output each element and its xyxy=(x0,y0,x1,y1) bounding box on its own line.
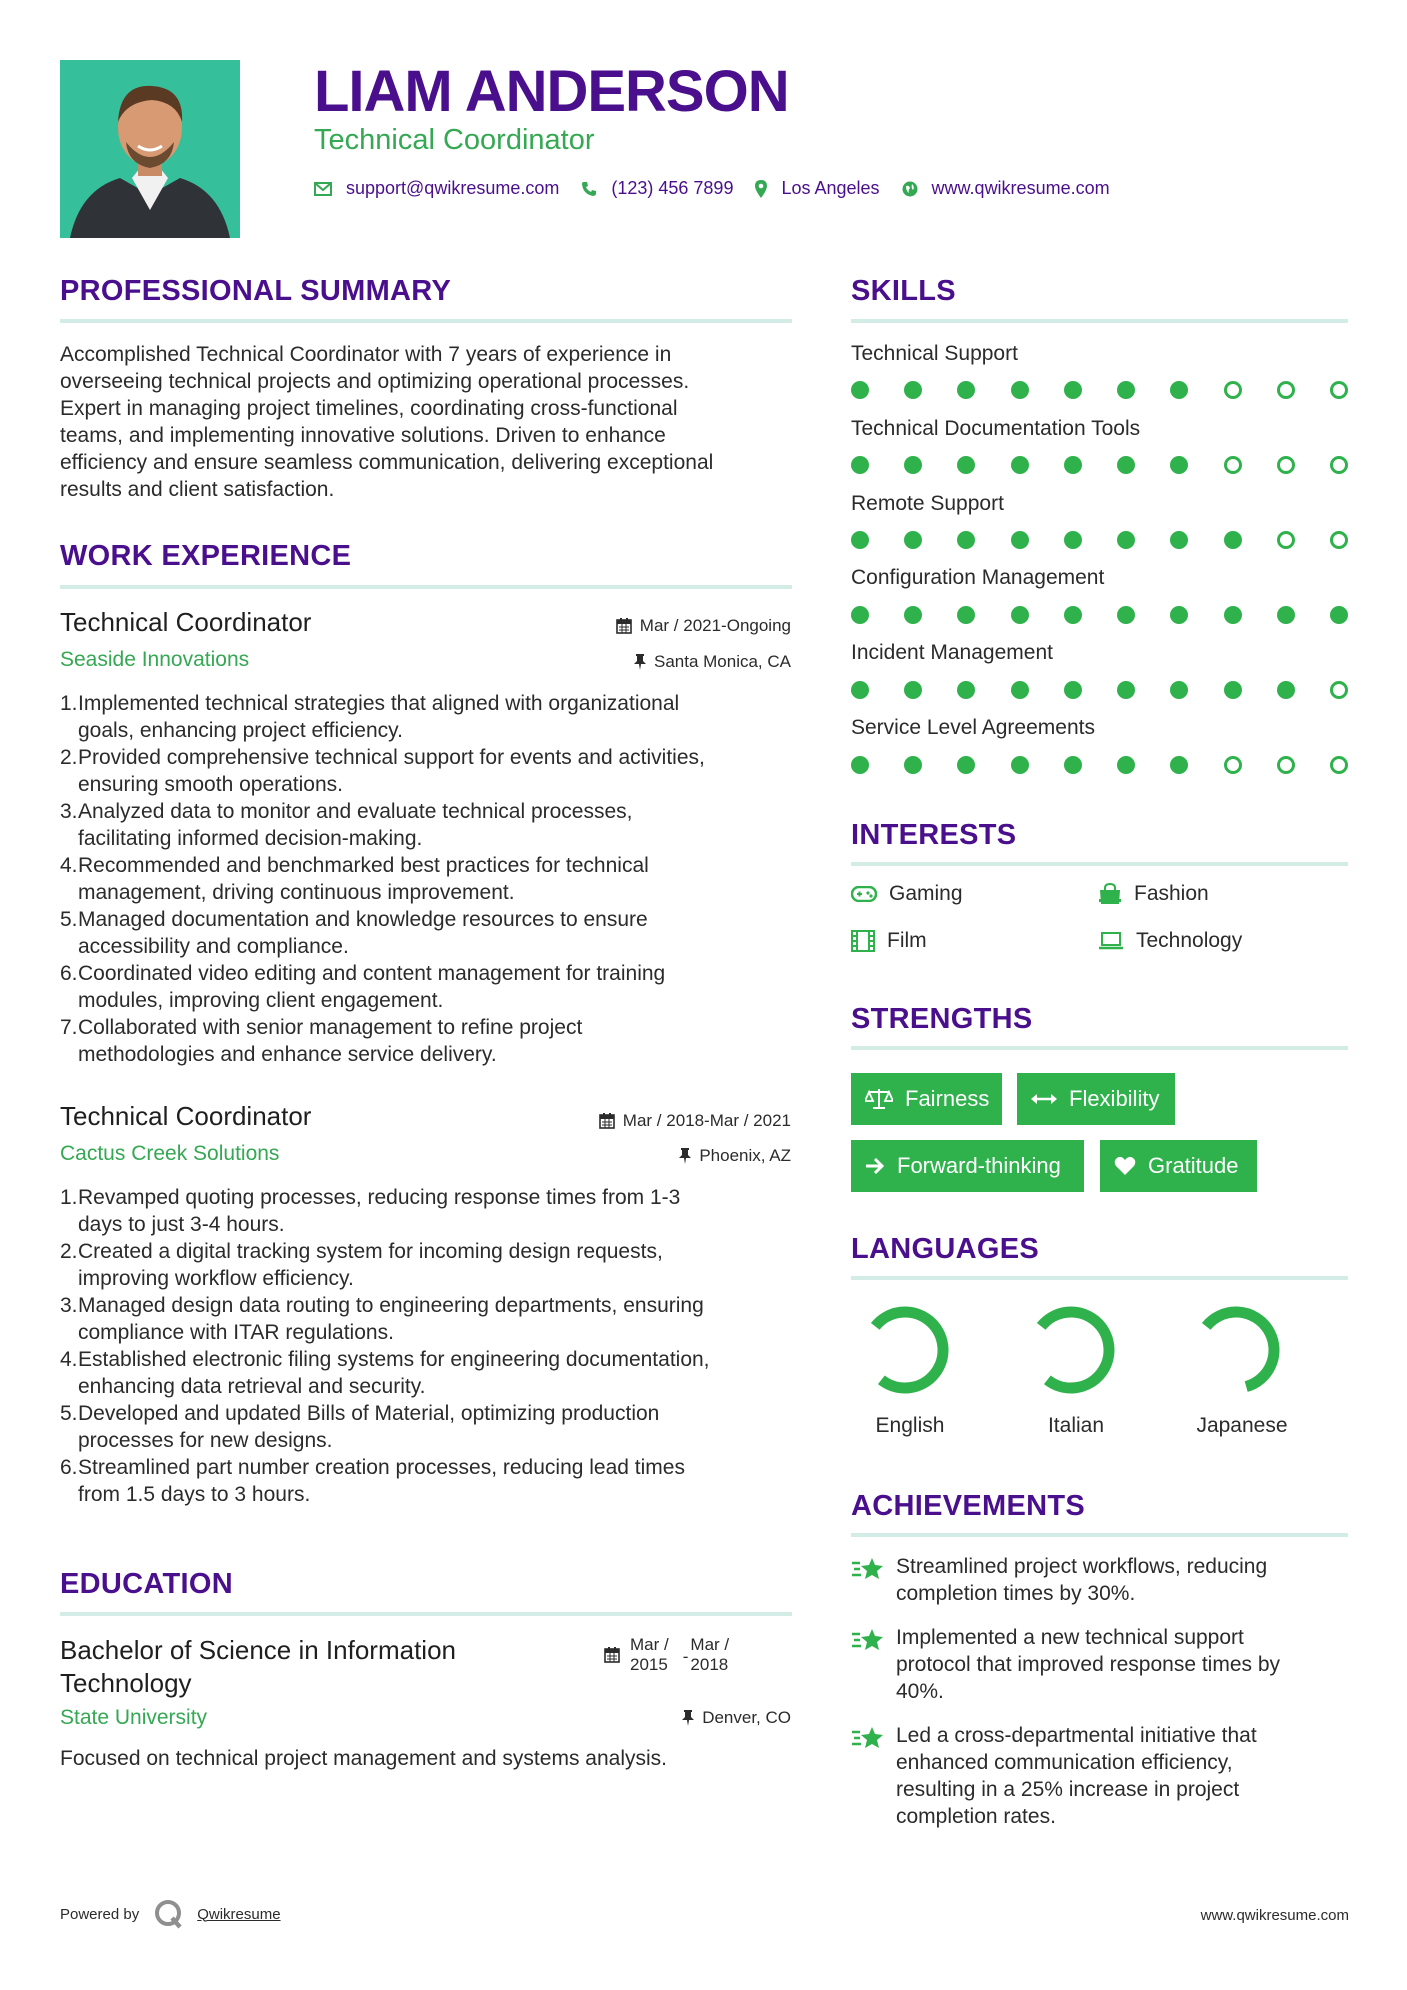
candidate-title: Technical Coordinator xyxy=(314,124,595,156)
job-bullets xyxy=(60,1184,800,1508)
skill-dot-filled xyxy=(1117,531,1135,549)
list-item: 2. Provided comprehensive technical support for events and activities, ensuring smooth operations. xyxy=(60,746,705,796)
summary-text xyxy=(60,341,820,503)
achievement-item xyxy=(851,1624,1351,1714)
skill-dot-filled xyxy=(1117,381,1135,399)
language-name: English xyxy=(875,1414,945,1437)
skill-dot-filled xyxy=(1224,606,1242,624)
interest-item xyxy=(851,882,963,906)
job-location-text: Phoenix, AZ xyxy=(699,1146,791,1165)
skill-rating xyxy=(851,680,1348,700)
job-location-text: Santa Monica, CA xyxy=(653,652,791,671)
skill-dot-filled xyxy=(1117,606,1135,624)
website-text: www.qwikresume.com xyxy=(931,178,1110,198)
skill-dot-filled xyxy=(1170,456,1188,474)
list-item: 4. Established electronic filing systems for engineering documentation, enhancing data retrieval and security. xyxy=(60,1348,710,1398)
skill-name: Remote Support xyxy=(851,492,1004,515)
skill-dot-empty xyxy=(1224,756,1242,774)
experience-divider xyxy=(60,585,792,589)
skill-dot-filled xyxy=(1170,381,1188,399)
skill-dot-empty xyxy=(1330,456,1348,474)
job-dates xyxy=(616,616,791,636)
education-heading: EDUCATION xyxy=(60,1568,233,1600)
balance-scale-icon xyxy=(865,1088,893,1110)
skill-dot-filled xyxy=(1117,456,1135,474)
interests-divider xyxy=(851,862,1348,866)
languages-heading: LANGUAGES xyxy=(851,1233,1039,1265)
degree-line: Technology xyxy=(60,1668,192,1698)
interest-label: Gaming xyxy=(889,882,963,905)
skill-dot-filled xyxy=(904,456,922,474)
list-item: 6. Coordinated video editing and content management for training modules, improving client engagement. xyxy=(60,962,666,1012)
skill-dot-empty xyxy=(1277,456,1295,474)
achievement-item xyxy=(851,1553,1351,1613)
pushpin-icon xyxy=(679,1148,691,1164)
skill-dot-filled xyxy=(1170,681,1188,699)
skill-rating xyxy=(851,455,1348,475)
summary-line: efficiency and ensure seamless communication, delivering exceptional xyxy=(60,451,714,474)
job-dates-text: Mar / 2021-Ongoing xyxy=(639,616,791,635)
job-dates-text: Mar / 2018-Mar / 2021 xyxy=(622,1111,791,1130)
candidate-name: LIAM ANDERSON xyxy=(314,59,789,124)
language-name: Italian xyxy=(1047,1414,1105,1437)
language-level-ring xyxy=(1186,1300,1286,1400)
strengths-heading: STRENGTHS xyxy=(851,1003,1033,1035)
interest-item xyxy=(1098,882,1209,906)
profile-photo xyxy=(60,60,240,238)
skill-dot-empty xyxy=(1330,756,1348,774)
education-start: Mar / 2015 xyxy=(630,1635,669,1674)
footer-website[interactable]: www.qwikresume.com xyxy=(1200,1907,1349,1924)
skill-dot-filled xyxy=(957,606,975,624)
skill-name: Configuration Management xyxy=(851,566,1105,589)
skill-dot-filled xyxy=(851,531,869,549)
list-item: 4. Recommended and benchmarked best practices for technical management, driving continuous improvement. xyxy=(60,854,649,904)
skill-dot-filled xyxy=(851,606,869,624)
date-dash: - xyxy=(682,1647,689,1666)
strength-tag xyxy=(1100,1140,1257,1192)
skill-dot-empty xyxy=(1277,381,1295,399)
skill-dot-filled xyxy=(1011,681,1029,699)
list-item: 5. Managed documentation and knowledge resources to ensure accessibility and compliance. xyxy=(60,908,648,958)
star-award-icon xyxy=(851,1724,885,1752)
skill-dot-filled xyxy=(851,756,869,774)
film-icon xyxy=(851,930,875,952)
skill-dot-filled xyxy=(1064,606,1082,624)
skill-name: Incident Management xyxy=(851,641,1053,664)
skill-dot-filled xyxy=(904,756,922,774)
interests-heading: INTERESTS xyxy=(851,819,1017,851)
education-location xyxy=(682,1708,791,1728)
skill-dot-empty xyxy=(1224,456,1242,474)
list-item: 2. Created a digital tracking system for incoming design requests, improving workflow efficiency. xyxy=(60,1240,663,1290)
calendar-icon xyxy=(599,1113,615,1129)
job-title: Technical Coordinator xyxy=(60,1101,312,1131)
summary-line: overseeing technical projects and optimizing operational processes. xyxy=(60,370,690,393)
footer-powered-by xyxy=(60,1898,281,1930)
pushpin-icon xyxy=(634,654,646,670)
achievement-text: Led a cross-departmental initiative that enhanced communication efficiency, resulting in a 25% increase in project completion rates. xyxy=(896,1724,1257,1828)
skill-rating xyxy=(851,755,1348,775)
star-award-icon xyxy=(851,1626,885,1654)
skill-dot-filled xyxy=(1170,531,1188,549)
envelope-icon xyxy=(314,182,332,196)
powered-by-label: Powered by xyxy=(60,1905,140,1923)
skill-dot-filled xyxy=(957,381,975,399)
achievement-text: Implemented a new technical support protocol that improved response times by 40%. xyxy=(896,1626,1281,1703)
list-item: 7. Collaborated with senior management to refine project methodologies and enhance service delivery. xyxy=(60,1016,583,1066)
skill-dot-filled xyxy=(851,681,869,699)
summary-heading: PROFESSIONAL SUMMARY xyxy=(60,275,452,307)
list-item: 5. Developed and updated Bills of Material, optimizing production processes for new designs. xyxy=(60,1402,660,1452)
list-item: 1. Implemented technical strategies that aligned with organizational goals, enhancing project efficiency. xyxy=(60,692,680,742)
achievement-text: Streamlined project workflows, reducing completion times by 30%. xyxy=(896,1555,1268,1605)
skill-dot-filled xyxy=(1224,531,1242,549)
arrows-horizontal-icon xyxy=(1031,1092,1057,1106)
skill-dot-filled xyxy=(1064,531,1082,549)
skill-dot-filled xyxy=(904,606,922,624)
education-description: Focused on technical project management and systems analysis. xyxy=(60,1747,667,1770)
skill-dot-filled xyxy=(1170,756,1188,774)
interest-item xyxy=(851,929,927,953)
job-title: Technical Coordinator xyxy=(60,607,312,637)
pushpin-icon xyxy=(682,1710,694,1726)
skill-dot-filled xyxy=(1277,681,1295,699)
summary-divider xyxy=(60,319,792,323)
skill-dot-filled xyxy=(851,456,869,474)
degree-title xyxy=(60,1634,456,1700)
skill-dot-filled xyxy=(1011,381,1029,399)
achievement-item xyxy=(851,1722,1351,1837)
star-award-icon xyxy=(851,1555,885,1583)
calendar-icon xyxy=(604,1647,620,1663)
globe-icon xyxy=(902,181,918,197)
skill-dot-filled xyxy=(1117,756,1135,774)
summary-line: results and client satisfaction. xyxy=(60,478,335,501)
skill-dot-filled xyxy=(1011,531,1029,549)
skill-dot-filled xyxy=(1064,756,1082,774)
skill-dot-filled xyxy=(1064,456,1082,474)
list-item: 3. Analyzed data to monitor and evaluate technical processes, facilitating informed decision-making. xyxy=(60,800,633,850)
skill-rating xyxy=(851,530,1348,550)
skill-dot-filled xyxy=(1064,681,1082,699)
skill-dot-filled xyxy=(904,381,922,399)
summary-line: Expert in managing project timelines, coordinating cross-functional xyxy=(60,397,678,420)
job-bullets xyxy=(60,690,800,1068)
education-divider xyxy=(60,1612,792,1616)
qwikresume-logo-icon xyxy=(153,1898,185,1930)
strength-tag xyxy=(851,1140,1084,1192)
skill-dot-filled xyxy=(1117,681,1135,699)
list-item: 1. Revamped quoting processes, reducing response times from 1-3 days to just 3-4 hours. xyxy=(60,1186,681,1236)
language-level-ring xyxy=(855,1300,955,1400)
skill-rating xyxy=(851,380,1348,400)
skill-name: Technical Documentation Tools xyxy=(851,417,1141,440)
language-name: Japanese xyxy=(1196,1414,1288,1437)
strength-tag xyxy=(851,1073,1002,1125)
skill-dot-filled xyxy=(957,456,975,474)
interest-label: Fashion xyxy=(1134,882,1209,905)
skill-dot-empty xyxy=(1330,681,1348,699)
skill-dot-filled xyxy=(1011,756,1029,774)
skill-dot-filled xyxy=(1064,381,1082,399)
skill-dot-filled xyxy=(1170,606,1188,624)
strengths-divider xyxy=(851,1046,1348,1050)
achievements-heading: ACHIEVEMENTS xyxy=(851,1490,1086,1522)
strength-label: Flexibility xyxy=(1069,1086,1160,1111)
skills-divider xyxy=(851,319,1348,323)
skill-dot-filled xyxy=(1224,681,1242,699)
skill-dot-empty xyxy=(1330,531,1348,549)
education-location-text: Denver, CO xyxy=(702,1708,791,1727)
achievements-divider xyxy=(851,1533,1348,1537)
skill-dot-empty xyxy=(1277,531,1295,549)
experience-heading: WORK EXPERIENCE xyxy=(60,540,352,572)
map-pin-icon xyxy=(755,180,767,198)
skill-name: Service Level Agreements xyxy=(851,716,1095,739)
laptop-icon xyxy=(1098,932,1124,950)
skill-dot-filled xyxy=(957,756,975,774)
skill-dot-filled xyxy=(1330,606,1348,624)
skill-name: Technical Support xyxy=(851,342,1018,365)
contact-phone[interactable] xyxy=(581,178,733,199)
skill-dot-filled xyxy=(904,531,922,549)
education-dates xyxy=(604,1635,729,1675)
shopping-bag-icon xyxy=(1098,883,1122,905)
skill-dot-filled xyxy=(1011,606,1029,624)
skill-dot-empty xyxy=(1330,381,1348,399)
skill-dot-filled xyxy=(957,681,975,699)
job-location xyxy=(679,1146,791,1166)
strength-label: Fairness xyxy=(905,1086,990,1111)
contact-email[interactable] xyxy=(314,178,559,199)
degree-line: Bachelor of Science in Information xyxy=(60,1635,456,1665)
gamepad-icon xyxy=(851,886,877,902)
email-text: support@qwikresume.com xyxy=(346,178,560,198)
skill-dot-filled xyxy=(904,681,922,699)
education-end: Mar / 2018 xyxy=(690,1635,730,1674)
phone-text: (123) 456 7899 xyxy=(611,178,734,198)
skills-heading: SKILLS xyxy=(851,275,956,307)
skill-dot-filled xyxy=(851,381,869,399)
languages-divider xyxy=(851,1276,1348,1280)
job-location xyxy=(634,652,791,672)
job-company: Seaside Innovations xyxy=(60,648,250,671)
job-company: Cactus Creek Solutions xyxy=(60,1142,280,1165)
skill-dot-filled xyxy=(1011,456,1029,474)
summary-line: Accomplished Technical Coordinator with 7 years of experience in xyxy=(60,343,672,366)
phone-icon xyxy=(581,181,597,197)
skill-dot-filled xyxy=(957,531,975,549)
calendar-icon xyxy=(616,618,632,634)
contact-website[interactable] xyxy=(902,178,1110,199)
skill-dot-empty xyxy=(1224,381,1242,399)
skill-rating xyxy=(851,605,1348,625)
summary-line: teams, and implementing innovative solutions. Driven to enhance xyxy=(60,424,666,447)
contact-location xyxy=(755,178,879,199)
job-dates xyxy=(599,1111,791,1131)
interest-label: Technology xyxy=(1136,929,1243,952)
list-item: 6. Streamlined part number creation processes, reducing lead times from 1.5 days to 3 hours. xyxy=(60,1456,685,1506)
heart-icon xyxy=(1114,1156,1136,1176)
interest-item xyxy=(1098,929,1242,953)
location-text: Los Angeles xyxy=(781,178,880,198)
arrow-right-icon xyxy=(865,1156,885,1176)
school-name: State University xyxy=(60,1706,208,1729)
language-level-ring xyxy=(1021,1300,1121,1400)
interest-label: Film xyxy=(887,929,927,952)
strength-tag xyxy=(1017,1073,1175,1125)
strength-label: Gratitude xyxy=(1148,1153,1239,1178)
skill-dot-empty xyxy=(1277,756,1295,774)
brand-link[interactable]: Qwikresume xyxy=(197,1905,281,1923)
list-item: 3. Managed design data routing to engineering departments, ensuring compliance with ITAR regulations. xyxy=(60,1294,704,1344)
contact-row xyxy=(314,178,1132,199)
skill-dot-filled xyxy=(1277,606,1295,624)
strength-label: Forward-thinking xyxy=(897,1153,1061,1178)
